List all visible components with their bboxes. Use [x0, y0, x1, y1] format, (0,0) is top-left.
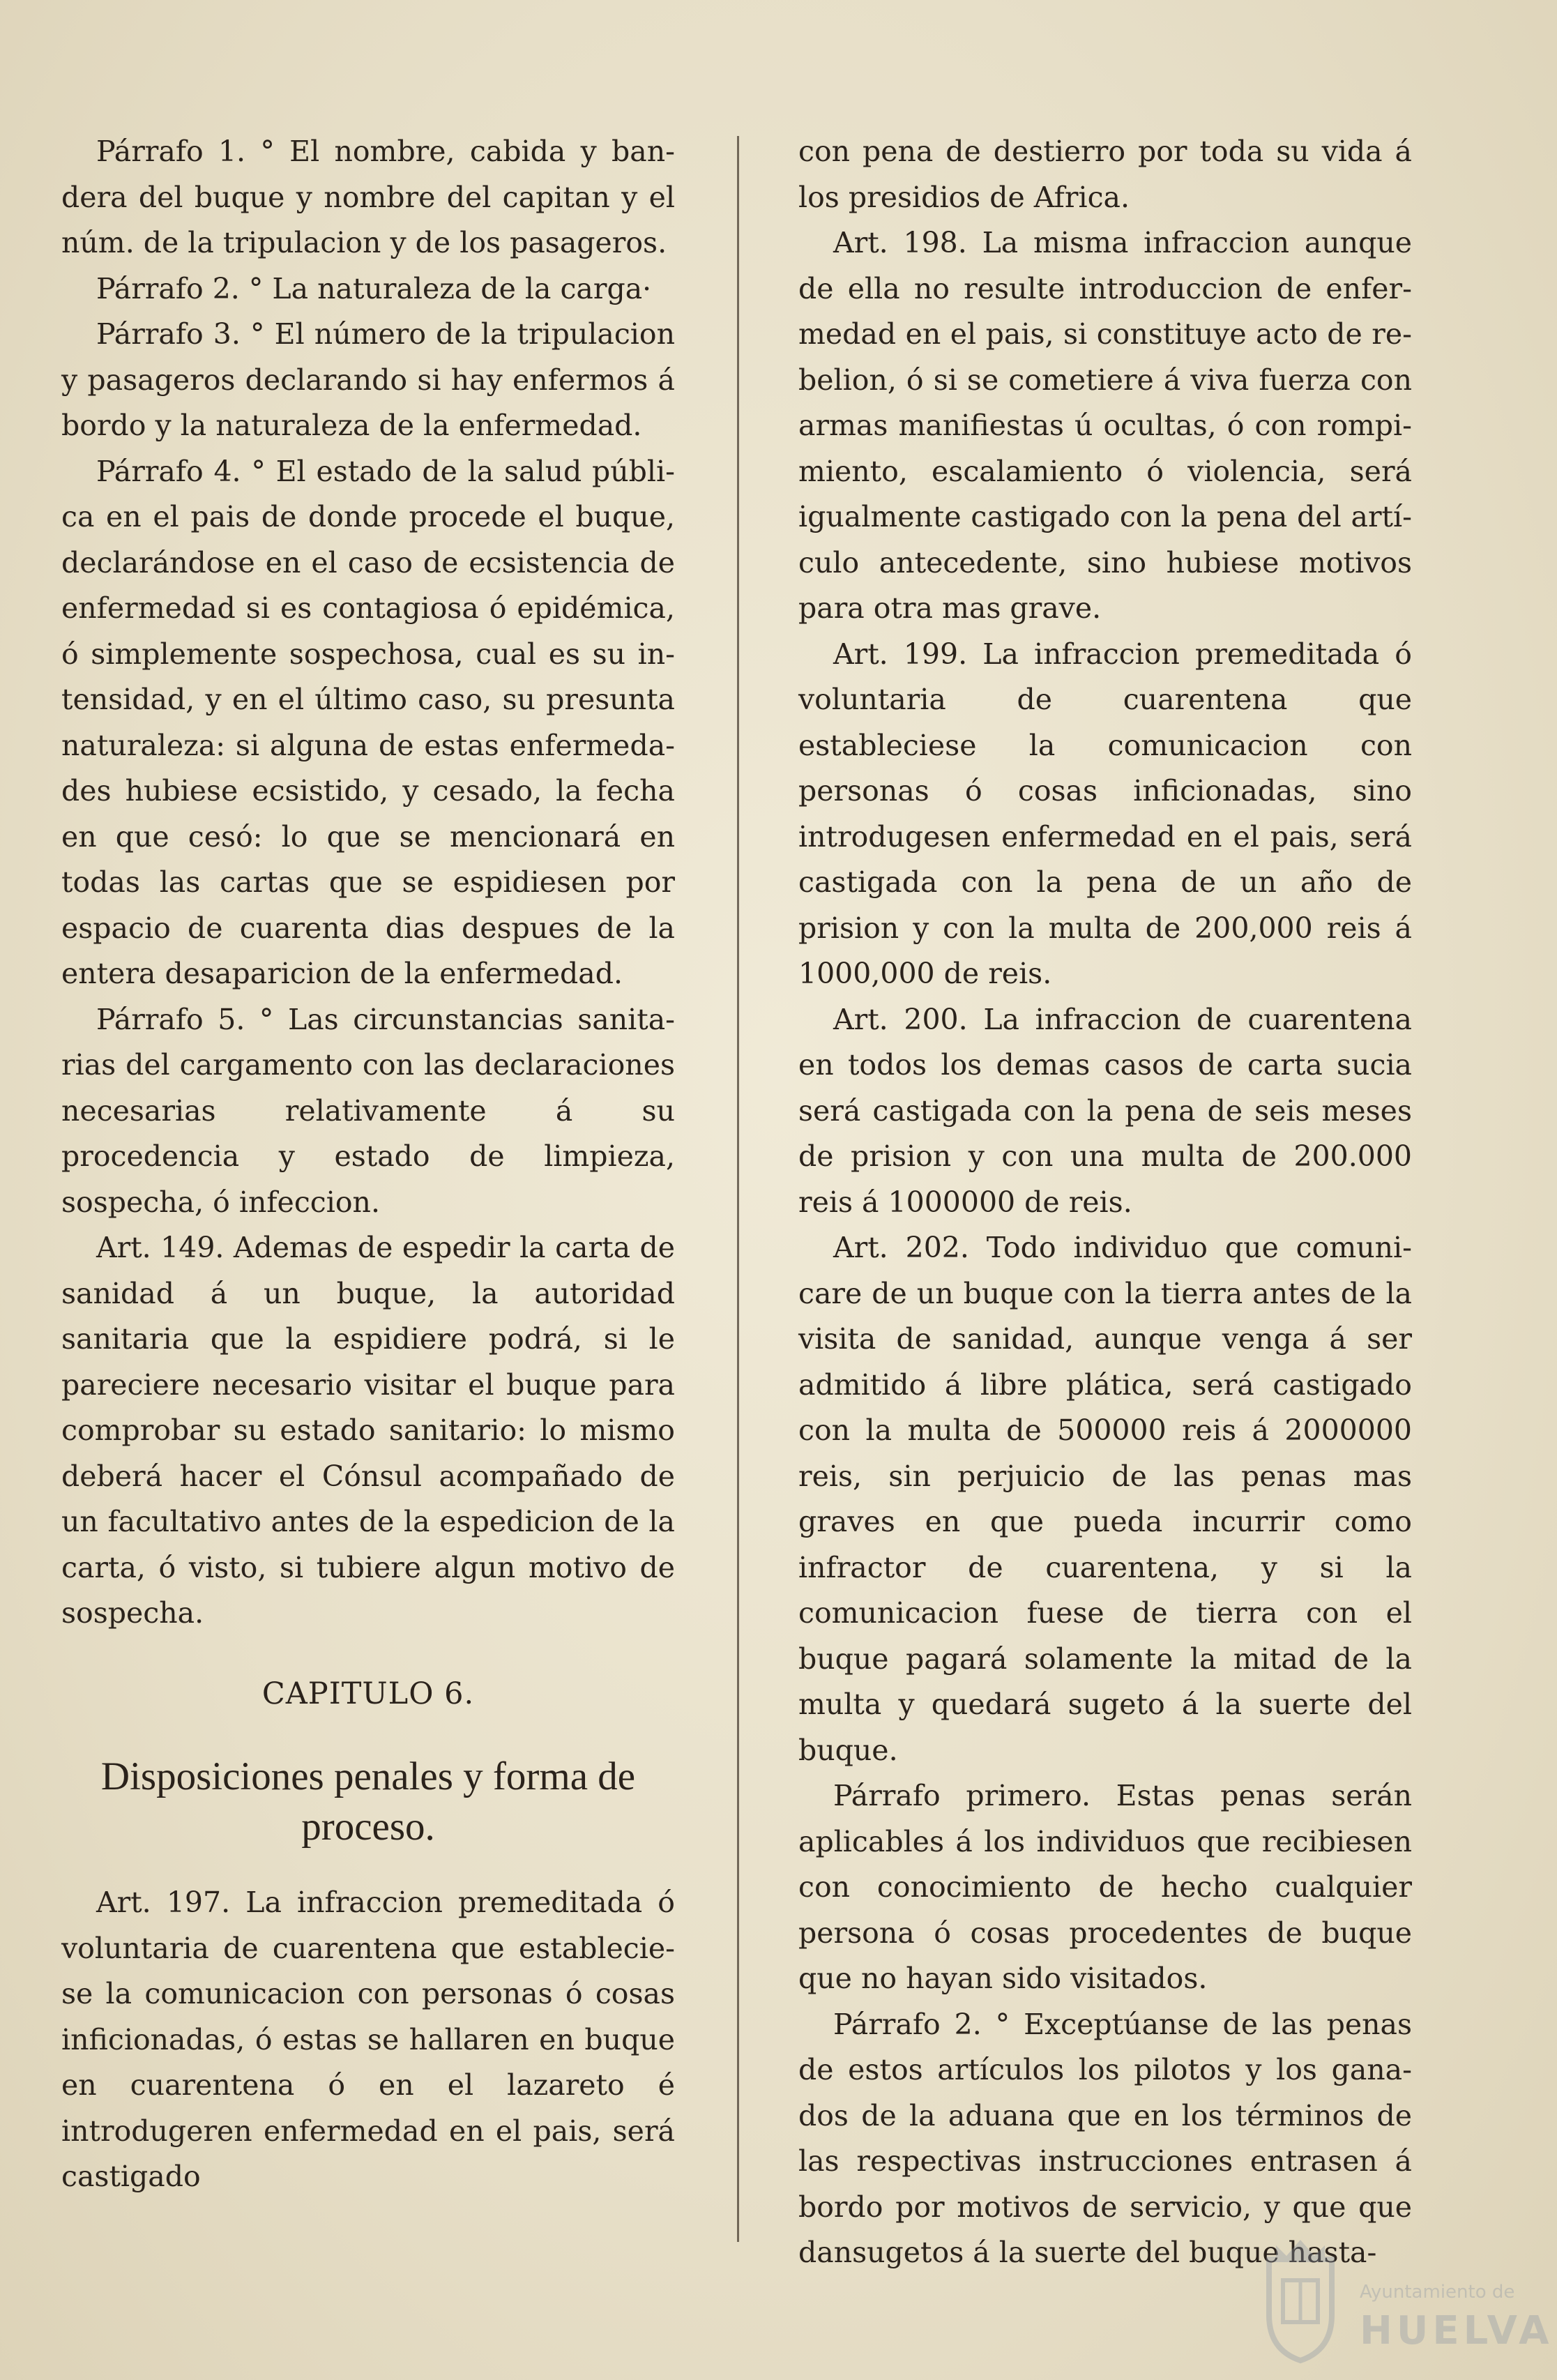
watermark-subtitle: Ayuntamiento de — [1360, 2282, 1515, 2303]
paragraph-continuation: con pena de destierro por toda su vida á los presidios de Africa. — [798, 135, 1412, 214]
paragraph: Párrafo 4. ° El estado de la salud pública en el pais de donde procede el buque, declarándose en el caso de ecsistencia de enfermedad si es contagiosa ó epidémica, ó simplemente sospechosa, cual es su intensidad, y en el último caso, su presunta naturaleza: si alguna de estas enfermedades hubiese ecsistido, y cesado, la fecha en que cesó: lo que se mencionará en todas las cartas que se espidiesen por espacio de cuarenta dias despues de la entera desaparicion de la enfermedad. — [61, 454, 675, 990]
right-column — [798, 129, 1412, 2276]
section-title: Disposiciones penales y forma de proceso. — [100, 1754, 636, 1849]
column-divider — [737, 136, 739, 2242]
paragraph: Art. 198. La misma infraccion aunque de ella no resulte introduccion de enfermedad en el pais, si constituye acto de rebelion, ó si se cometiere á viva fuerza con armas manifiestas ú ocultas, ó con rompimiento, escalamiento ó violencia, será igualmente castigado con la pena del artículo antecedente, sino hubiese motivos para otra mas grave. — [798, 226, 1412, 625]
paragraph: Párrafo 5. ° Las circunstancias sanitarias del cargamento con las declaraciones necesarias relativamente á su procedencia y estado de limpieza, sospecha, ó infeccion. — [61, 1002, 675, 1219]
paragraph: Párrafo 3. ° El número de la tripulacion y pasageros declarando si hay enfermos á bordo y la naturaleza de la enfermedad. — [61, 317, 675, 442]
paragraph: Párrafo 1. ° El nombre, cabida y bandera del buque y nombre del capitan y el núm. de la tripulacion y de los pasageros. — [61, 135, 675, 259]
crest-icon — [1255, 2231, 1346, 2364]
paragraph: Párrafo 2. ° Exceptúanse de las penas de estos artículos los pilotos y los ganados de la aduana que en los términos de las respectivas instrucciones entrasen á bordo por motivos de servicio, y que que dansugetos á la suerte del buque hasta- — [798, 2007, 1412, 2269]
paragraph: Párrafo primero. Estas penas serán aplicables á los individuos que recibiesen con conocimiento de hecho cualquier persona ó cosas procedentes de buque que no hayan sido visitados. — [798, 1779, 1412, 1995]
library-watermark — [1255, 2231, 1554, 2371]
paragraph: Art. 199. La infraccion premeditada ó voluntaria de cuarentena que estableciese la comunicacion con personas ó cosas inficionadas, sino introdugesen enfermedad en el pais, será castigada con la pena de un año de prision y con la multa de 200,000 reis á 1000,000 de reis. — [798, 637, 1412, 990]
paragraph: Párrafo 2. ° La naturaleza de la carga· — [96, 271, 652, 305]
chapter-heading: CAPITULO 6. — [261, 1676, 475, 1711]
paragraph: Art. 200. La infraccion de cuarentena en todos los demas casos de carta sucia será castigada con la pena de seis meses de prision y con una multa de 200.000 reis á 1000000 de reis. — [798, 1002, 1412, 1219]
watermark-title: HUELVA — [1360, 2308, 1554, 2354]
paragraph: Art. 149. Ademas de espedir la carta de sanidad á un buque, la autoridad sanitaria que la espidiere podrá, si le pareciere necesario visitar el buque para comprobar su estado sanitario: lo mismo deberá hacer el Cónsul acompañado de un facultativo antes de la espedicion de la carta, ó visto, si tubiere algun motivo de sospecha. — [61, 1231, 675, 1630]
paragraph: Art. 197. La infraccion premeditada ó voluntaria de cuarentena que estableciese la comunicacion con personas ó cosas inficionadas, ó estas se hallaren en buque en cuarentena ó en el lazareto é introdugeren enfermedad en el pais, será castigado — [61, 1886, 675, 2193]
left-column — [61, 129, 675, 2200]
paragraph: Art. 202. Todo individuo que comunicare de un buque con la tierra antes de la visita de sanidad, aunque venga á ser admitido á libre plática, será castigado con la multa de 500000 reis á 2000000 reis, sin perjuicio de las penas mas graves en que pueda incurrir como infractor de cuarentena, y si la comunicacion fuese de tierra con el buque pagará solamente la mitad de la multa y quedará sugeto á la suerte del buque. — [798, 1231, 1412, 1767]
